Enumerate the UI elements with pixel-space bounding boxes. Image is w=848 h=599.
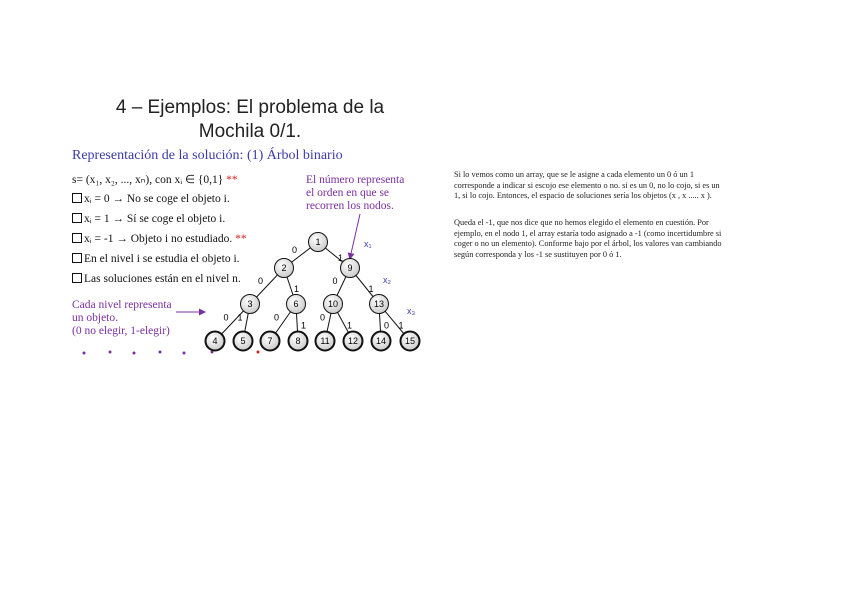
tree-node-label: 15 bbox=[404, 336, 416, 347]
slide-subtitle: Representación de la solución: (1) Árbol binario bbox=[72, 148, 343, 163]
edge-label: 1 bbox=[301, 320, 307, 331]
edge-label: 1 bbox=[237, 312, 243, 323]
bullet-solutions-text: Las soluciones están en el nivel n. bbox=[84, 273, 241, 285]
explanation-line: coger o no un elemento). Conforme bajo por el árbol, los valores van cambiando bbox=[454, 239, 722, 249]
tree-node-label: 3 bbox=[247, 299, 253, 310]
edge-label: 0 bbox=[274, 312, 280, 323]
edge-label: 0 bbox=[384, 320, 390, 331]
explanation-line: 1, si lo cojo. Entonces, el espacio de soluciones sería los objetos (x , x ..... x ). bbox=[454, 191, 712, 201]
explanation-line: corresponde a indicar si escojo ese elemento o no. si es un 0, no lo cojo, si es un bbox=[454, 180, 720, 190]
edge-label: 0 bbox=[223, 312, 229, 323]
note-order-line-1: El número representa bbox=[306, 174, 405, 186]
tree-node-label: 14 bbox=[375, 336, 387, 347]
explanation-line: Queda el -1, que nos dice que no hemos elegido el elemento en cuestión. Por bbox=[454, 218, 709, 227]
note-order-line-3: recorren los nodos. bbox=[306, 200, 394, 212]
note-level-line-2: un objeto. bbox=[72, 312, 118, 324]
bullet-xi-minus1-text: xᵢ = -1 → Objeto i no estudiado. bbox=[84, 233, 233, 245]
bullet-level-text: En el nivel i se estudia el objeto i. bbox=[84, 253, 240, 265]
star-mark: ** bbox=[226, 174, 238, 186]
slide-title-line-2: Mochila 0/1. bbox=[198, 121, 302, 142]
edge-label: 1 bbox=[347, 320, 353, 331]
edge-label: 1 bbox=[338, 253, 344, 263]
explanation-line: ejemplo, en el nodo 1, el array estaría todo asignado a -1 (como incertidumbre si bbox=[454, 228, 722, 238]
solution-definition-text: s= (x₁, x₂, ..., xₙ), con xᵢ ∈ {0,1} bbox=[72, 174, 224, 186]
explanation-line: Si lo vemos como un array, que se le asigne a cada elemento un 0 ó un 1 bbox=[454, 170, 695, 179]
explanation-paragraph-1 bbox=[454, 170, 754, 202]
tree-node-label: 12 bbox=[347, 336, 359, 347]
level-variable-label: x₁ bbox=[364, 239, 372, 249]
tree-node-label: 11 bbox=[320, 336, 330, 347]
tree-node-label: 2 bbox=[281, 263, 287, 274]
note-order-arrow bbox=[350, 214, 360, 258]
tree-node-label: 5 bbox=[240, 336, 246, 347]
tree-node-label: 1 bbox=[315, 237, 321, 248]
note-level-line-3: (0 no elegir, 1-elegir) bbox=[72, 325, 170, 337]
edge-label: 0 bbox=[292, 245, 298, 255]
tree-node-label: 8 bbox=[295, 336, 301, 347]
tree-node-label: 9 bbox=[347, 263, 353, 274]
bullet-xi-1-text: xᵢ = 1 → Sí se coge el objeto i. bbox=[84, 213, 226, 225]
note-order-line-2: el orden en que se bbox=[306, 187, 390, 199]
level-variable-label: x₂ bbox=[383, 275, 391, 285]
tree-node-label: 4 bbox=[212, 336, 218, 347]
bullet-xi-0-text: xᵢ = 0 → No se coge el objeto i. bbox=[84, 193, 230, 205]
tree-node-label: 6 bbox=[293, 299, 299, 310]
explanation-line: según corresponda y los -1 se sustituyen por 0 ó 1. bbox=[454, 249, 622, 259]
edge-label: 1 bbox=[398, 320, 404, 331]
edge-label: 0 bbox=[258, 276, 264, 286]
explanation-paragraph-2 bbox=[454, 218, 754, 260]
slide-title-line-1: 4 – Ejemplos: El problema de la bbox=[115, 97, 385, 118]
edge-label: 0 bbox=[320, 312, 326, 323]
edge-label: 0 bbox=[332, 276, 338, 286]
level-variable-label: x₃ bbox=[407, 306, 416, 316]
tree-node-label: 13 bbox=[373, 299, 385, 310]
tree-node-label: 7 bbox=[267, 336, 273, 347]
star-mark: ** bbox=[235, 233, 247, 245]
tree-node-label: 10 bbox=[327, 299, 339, 310]
edge-label: 1 bbox=[294, 284, 300, 294]
edge-label: 1 bbox=[368, 284, 374, 294]
note-level-line-1: Cada nivel representa bbox=[72, 299, 172, 311]
